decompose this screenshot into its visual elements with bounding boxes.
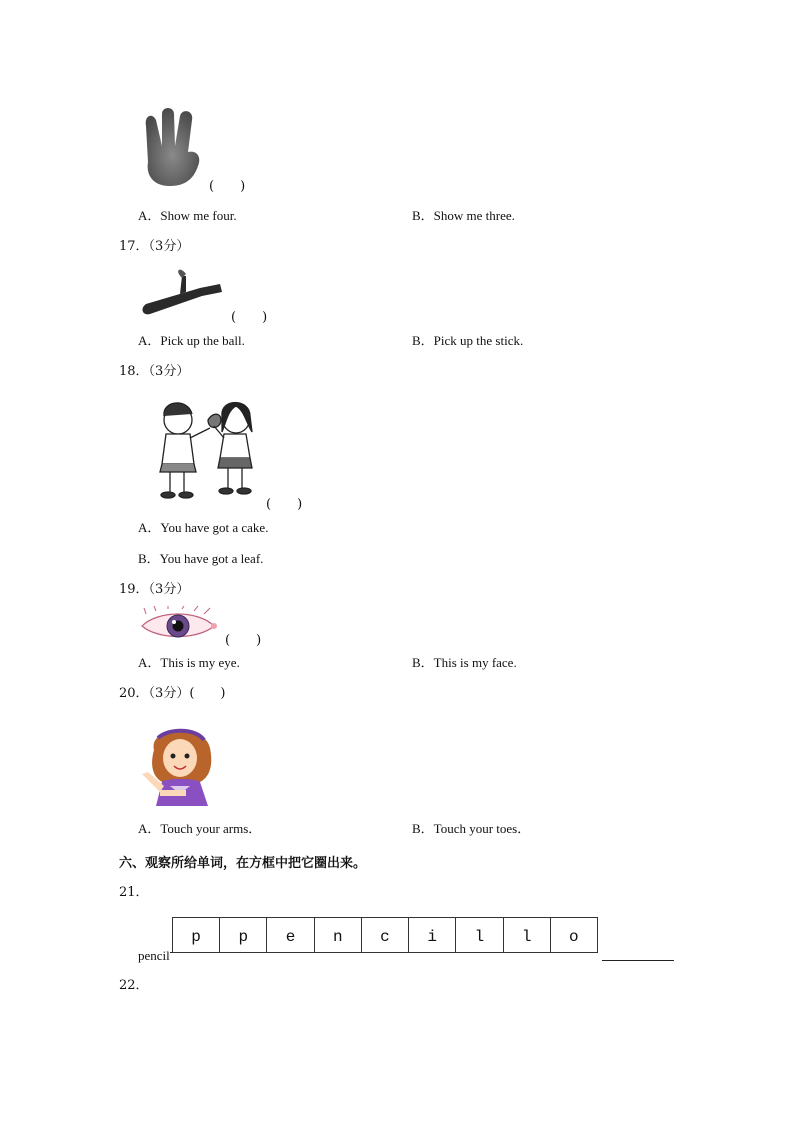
letter-cell[interactable]: p [220,918,267,952]
q21-word: pencil [138,948,170,963]
q17-option-b[interactable]: B．Pick up the stick. [412,333,524,348]
q19-option-b[interactable]: B．This is my face. [412,655,517,670]
q17-answer-paren[interactable]: ( ) [231,310,268,325]
q17-option-a[interactable]: A．Pick up the ball. [138,333,245,348]
letter-cell[interactable]: o [569,928,579,946]
q21-answer-blank[interactable] [602,960,674,961]
letter-cell[interactable]: p [173,918,220,952]
hand-three-fingers-image [140,106,204,188]
letter-cell[interactable]: l [504,918,551,952]
letter-cell[interactable]: e [267,918,314,952]
q18-option-a[interactable]: A．You have got a cake. [138,520,269,535]
q18-option-b[interactable]: B．You have got a leaf. [138,551,264,566]
letter-cell[interactable]: n [315,918,362,952]
section-6-title: 六、观察所给单词，在方框中把它圈出来。 [119,856,367,871]
q21-number: 21． [119,885,149,900]
eye-image [138,606,220,644]
letter-cell[interactable]: i [409,918,456,952]
q18-answer-paren[interactable]: ( ) [266,497,303,512]
q20-option-a[interactable]: A．Touch your arms． [138,821,262,836]
q19-option-a[interactable]: A．This is my eye. [138,655,240,670]
letter-grid [172,917,598,953]
q17-number: 17．（3分） [119,239,190,254]
q18-number: 18．（3分） [119,364,190,379]
letter-cell[interactable]: l [456,918,503,952]
q19-answer-paren[interactable]: ( ) [225,633,262,648]
q20-number: 20．（3分）( ) [119,686,226,701]
q16-answer-paren[interactable]: ( ) [209,179,246,194]
q19-number: 19．（3分） [119,582,190,597]
stick-image [140,268,224,318]
letter-cell[interactable]: c [362,918,409,952]
girl-touching-arms-image [138,720,218,806]
two-girls-leaf-image [148,392,264,502]
q16-option-b[interactable]: B．Show me three. [412,208,515,223]
q20-option-b[interactable]: B．Touch your toes． [412,821,531,836]
q16-option-a[interactable]: A．Show me four. [138,208,237,223]
q22-number: 22． [119,978,149,993]
